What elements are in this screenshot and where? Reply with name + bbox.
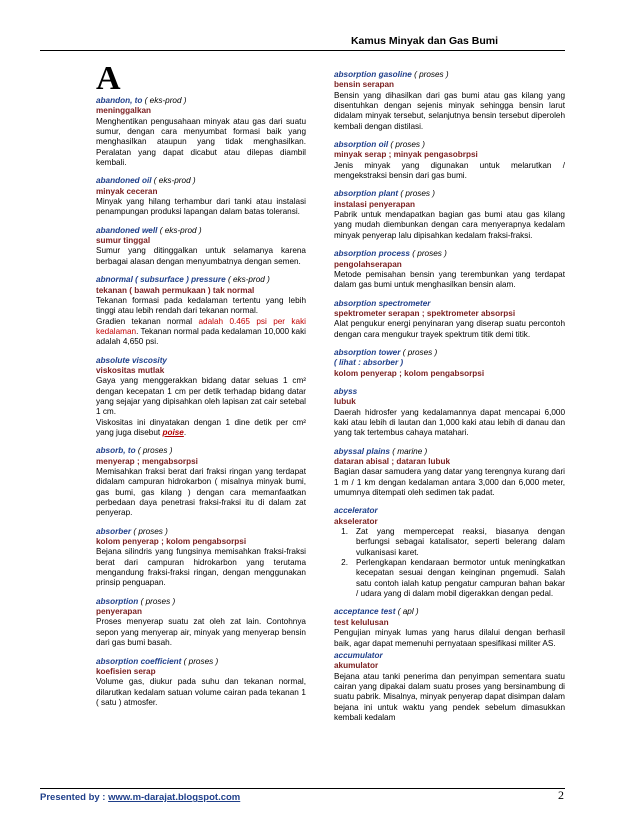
entry-translation: akumulator (334, 661, 379, 671)
highlighted-text: adalah 0.465 psi per kaki kedalaman (96, 316, 306, 336)
dictionary-entry (334, 299, 565, 340)
entry-definition: Volume gas, diukur pada suhu dan tekanan normal, dilarutkan kedalam satuan volume cairan pada tekanan 1 ( satu ) atmosfer. (96, 677, 306, 707)
entry-translation: kolom penyerap ; kolom pengabsorpsi (334, 368, 485, 378)
entry-tag: ( proses ) (135, 446, 173, 456)
entry-translation: test kelulusan (334, 617, 389, 627)
entry-translation: lubuk (334, 397, 356, 407)
list-item (334, 527, 565, 558)
dictionary-entry (96, 356, 306, 439)
entry-term: absorption tower (334, 347, 401, 357)
entry-definition: Metode pemisahan bensin yang terembunkan yang terdapat dalam gas bumi untuk menghasilkan bensin alam. (334, 269, 565, 290)
entry-term: absorber (96, 526, 132, 536)
entry-term: abandoned oil (96, 176, 152, 186)
entry-tag: ( proses ) (409, 249, 447, 259)
entry-definition: Memisahkan fraksi berat dari fraksi ringan yang terdapat didalam campuran hidrokarbon ( misalnya minyak bumi, gas bumi, gas kilang ) dengan cara memanfaatkan perbedaan daya penetrasi fraksi-fraksi itu di dalam zat penyerap. (96, 467, 306, 518)
entry-tag: ( eks-prod ) (142, 96, 187, 105)
entry-tag: ( proses ) (131, 526, 168, 536)
section-letter: A (96, 60, 121, 97)
entry-text: . (183, 427, 187, 437)
page-number: 2 (558, 788, 564, 802)
entry-tag: ( proses ) (388, 140, 425, 150)
entry-tag: ( apl ) (395, 607, 419, 617)
entry-text: Gradien tekanan normal (96, 316, 199, 326)
entry-definition: Bejana silindris yang fungsinya memisahkan fraksi-fraksi berat dari campuran hidrokarbon yang terutama mengandung fraksi-fraksi ringan, dengan menggunakan prinsip penguapan. (96, 547, 306, 588)
dictionary-entry (96, 226, 306, 267)
entry-term: absorption process (334, 249, 410, 259)
dictionary-entry (334, 189, 565, 241)
entry-tag: ( proses ) (400, 347, 438, 357)
entry-translation: kolom penyerap ; kolom pengabsorpsi (96, 537, 247, 547)
poise-link[interactable]: poise (162, 427, 184, 437)
entry-definition: Menghentikan pengusahaan minyak atau gas dari suatu sumur, dengan cara menyumbat formasi baik yang menghasilkan ataupun yang tidak menghasilkan. Peralatan yang dapat dicabut atau dilepas diambil kembali. (96, 116, 306, 168)
entry-translation: sumur tinggal (96, 236, 151, 246)
entry-definition: Tekanan formasi pada kedalaman tertentu yang lebih tinggi atau lebih rendah dari tekanan normal. (96, 295, 306, 316)
list-item-number: 2. (341, 558, 348, 568)
entry-translation: dataran abisal ; dataran lubuk (334, 457, 451, 466)
list-item-text: Zat yang mempercepat reaksi, biasanya dengan berfungsi sebagai katalisator, seperti belerang dalam vulkanisasi karet. (356, 527, 565, 557)
dictionary-entry (334, 348, 565, 379)
entry-term: absorption spectrometer (334, 298, 431, 308)
entry-term: absorption coefficient (96, 656, 182, 666)
entry-translation: instalasi penyerapan (334, 199, 415, 209)
entry-translation: meninggalkan (96, 106, 152, 116)
entry-definition: Bensin yang dihasilkan dari gas bumi atau gas kilang yang disentuhkan dengan sejenis minyak sehingga bensin larut didalam minyak tersebut, selanjutnya bensin tersebut diperoleh kembali dengan distilasi. (334, 90, 565, 131)
entry-term: abyss (334, 386, 358, 396)
dictionary-entry (334, 387, 565, 439)
entry-term: absorb, to (96, 446, 136, 456)
entry-definition: Minyak yang hilang terhambur dari tanki atau instalasi penampungan produksi lapangan dalam batas toleransi. (96, 197, 306, 217)
dictionary-entry (96, 96, 306, 168)
dictionary-entry (96, 597, 306, 649)
dictionary-entry (334, 607, 565, 648)
entry-tag: ( marine ) (389, 446, 428, 456)
entry-term: accelerator (334, 506, 378, 516)
dictionary-entry (96, 446, 306, 518)
entry-see-also: ( lihat : absorber ) (334, 358, 404, 368)
footer-label: Presented by : (40, 792, 106, 803)
dictionary-entry (334, 447, 565, 499)
header-divider (40, 50, 565, 51)
entry-term: abandoned well (96, 225, 158, 235)
dictionary-entry (96, 657, 306, 709)
entry-text: Viskositas ini dinyatakan dengan 1 dine detik per cm² yang juga disebut (96, 417, 306, 437)
entry-translation: koefisien serap (96, 666, 156, 676)
entry-definition: Sumur yang ditinggalkan untuk selamanya karena berbagai alasan dengan menyumbatnya dengan semen. (96, 246, 306, 266)
footer-divider (40, 788, 565, 789)
dictionary-entry (334, 249, 565, 290)
entry-translation: spektrometer serapan ; spektrometer absorpsi (334, 308, 516, 318)
entry-translation: pengolahserapan (334, 259, 402, 269)
list-item-text: Perlengkapan kendaraan bermotor untuk meningkatkan kecepatan sesuai dengan keinginan pngemudi. Salah satu contoh ialah katup pengatur campuran bahan bakar / udara yang di dalam mobil digerakkan dengan pedal. (356, 558, 565, 599)
entry-term: absorption plant (334, 189, 399, 199)
entry-translation: penyerapan (96, 607, 142, 617)
numbered-list (334, 527, 565, 599)
entry-definition: Gaya yang menggerakkan bidang datar seluas 1 cm² dengan kecepatan 1 cm per detik terhadap bidang datar yang sejajar yang dipisahkan oleh lapisan zat cair setebal 1 cm. (96, 376, 306, 417)
entry-tag: ( eks-prod ) (157, 225, 202, 235)
entry-term: absolute viscosity (96, 355, 167, 365)
right-column (334, 70, 565, 723)
dictionary-entry (96, 527, 306, 589)
dictionary-entry (334, 651, 565, 723)
entry-definition: Bagian dasar samudera yang datar yang terengnya kurang dari 1 m / 1 km dengan kedalaman antara 3,000 dan 6,000 meter, umumnya ditempati oleh sedimen tak padat. (334, 467, 565, 498)
dictionary-entry (96, 275, 306, 347)
entry-term: acceptance test (334, 607, 396, 617)
entry-term: absorption (96, 596, 139, 606)
footer-url-link[interactable]: www.m-darajat.blogspot.com (108, 792, 241, 803)
entry-term: abyssal plains (334, 446, 390, 456)
footer-credit (40, 792, 240, 803)
entry-translation: akselerator (334, 516, 378, 526)
entry-translation: minyak serap ; minyak pengasobrpsi (334, 150, 478, 160)
entry-tag: ( eks-prod ) (151, 176, 196, 186)
document-header-title: Kamus Minyak dan Gas Bumi (350, 35, 498, 47)
entry-translation: menyerap ; mengabsorpsi (96, 456, 198, 466)
entry-term: absorption oil (334, 140, 389, 150)
entry-definition-continued (96, 317, 306, 348)
entry-term: abandon, to (96, 96, 143, 105)
entry-tag: ( proses ) (398, 189, 435, 199)
entry-definition-continued (96, 418, 306, 439)
dictionary-entry (334, 506, 565, 599)
entry-tag: ( eks-prod ) (225, 275, 270, 285)
entry-text: . Tekanan normal pada kedalaman 10,000 kaki adalah 4,650 psi. (96, 326, 306, 347)
dictionary-entry (334, 70, 565, 132)
list-item (334, 558, 565, 599)
entry-translation: tekanan ( bawah permukaan ) tak normal (96, 285, 255, 295)
entry-term: abnormal ( subsurface ) pressure (96, 275, 226, 285)
entry-tag: ( proses ) (138, 596, 176, 606)
entry-translation: viskositas mutlak (96, 365, 165, 375)
entry-definition: Proses menyerap suatu zat oleh zat lain. Contohnya sepon yang menyerap air, minyak yang menyerap bensin dari gas bumi basah. (96, 617, 306, 648)
entry-definition: Pabrik untuk mendapatkan bagian gas bumi atau gas kilang yang mudah diembunkan dengan cara menyerapnya kedalam minyak penyerap lalu dipisahkan kedalam fraksi-fraksi. (334, 210, 565, 240)
entry-definition: Alat pengukur energi penyinaran yang diserap suatu percontoh dengan cara mengukur trayek spektrum titik demi titik. (334, 319, 565, 339)
entry-tag: ( proses ) (411, 70, 449, 79)
entry-definition: Pengujian minyak lumas yang harus dilalui dengan berhasil baik, agar dapat memenuhi pernyataan spesifikasi militer AS. (334, 628, 565, 648)
left-column (96, 96, 306, 716)
entry-definition: Bejana atau tanki penerima dan penyimpan sementara suatu cairan yang dipakai dalam suatu proses yang bersinambung di suatu pabrik. Misalnya, minyak penyerap dapat disimpan dalam bejana ini untuk waktu yang pendek sebelum dimasukkan kembali kedalam (334, 671, 565, 722)
dictionary-entry (334, 140, 565, 181)
entry-definition: Jenis minyak yang digunakan untuk melarutkan / mengekstraksi bensin dari gas bumi. (334, 160, 565, 181)
entry-translation: minyak ceceran (96, 186, 158, 196)
entry-definition: Daerah hidrosfer yang kedalamannya dapat mencapai 6,000 kaki atau lebih di lautan dan 1,000 kaki atau lebih di danau dan yang tak tertembus cahaya matahari. (334, 407, 565, 438)
entry-translation: bensin serapan (334, 80, 395, 90)
dictionary-entry (96, 176, 306, 217)
entry-tag: ( proses ) (181, 656, 219, 666)
list-item-number: 1. (341, 527, 348, 537)
entry-term: accumulator (334, 650, 383, 660)
entry-term: absorption gasoline (334, 70, 412, 79)
